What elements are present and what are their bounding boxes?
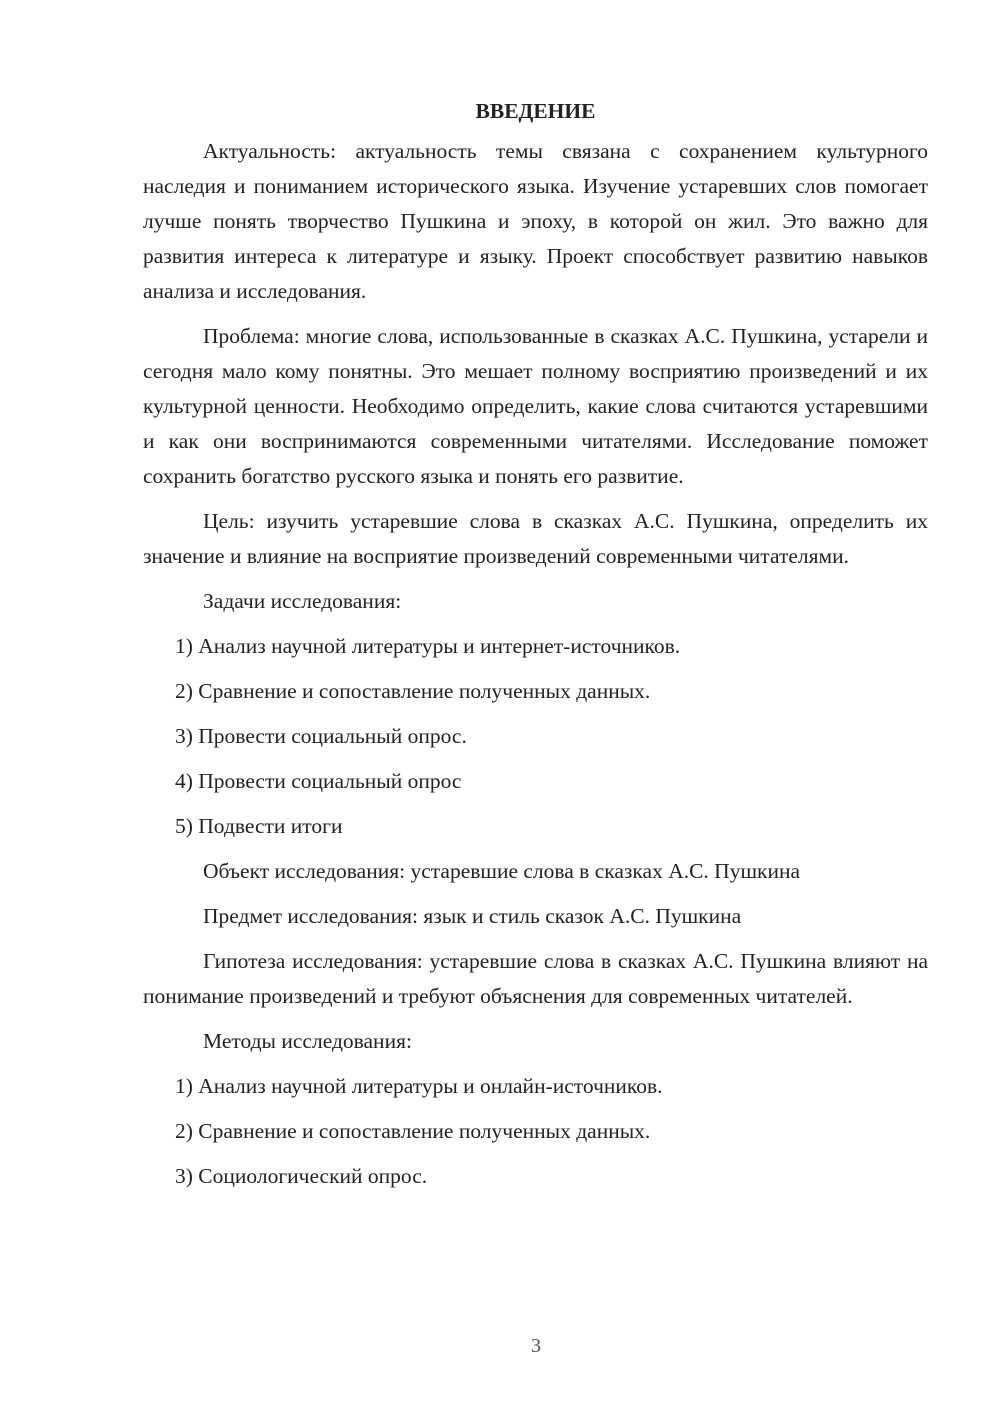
tasks-list [143,629,928,844]
subject-line: Предмет исследования: язык и стиль сказок А.С. Пушкина [203,904,742,928]
object-line: Объект исследования: устаревшие слова в сказках А.С. Пушкина [203,859,801,883]
list-item: 5) Подвести итоги [175,814,343,838]
goal-paragraph: Цель: изучить устаревшие слова в сказках А.С. Пушкина, определить их значение и влияние на восприятие произведений современными читателями. [143,509,928,568]
list-item: 3) Социологический опрос. [175,1164,428,1188]
list-item: 4) Провести социальный опрос [175,769,462,793]
methods-heading: Методы исследования: [203,1029,412,1053]
methods-list [143,1069,928,1194]
document-page [143,93,928,1204]
list-item: 3) Провести социальный опрос. [175,724,467,748]
relevance-paragraph: Актуальность: актуальность темы связана с сохранением культурного наследия и пониманием исторического языка. Изучение устаревших слов помогает лучше понять творчество Пушкина и эпоху, в которой он жил. Это важно для развития интереса к литературе и языку. Проект способствует развитию навыков анализа и исследования. [143,139,928,303]
list-item: 1) Анализ научной литературы и интернет-источников. [175,634,681,658]
problem-paragraph: Проблема: многие слова, использованные в сказках А.С. Пушкина, устарели и сегодня мало кому понятны. Это мешает полному восприятию произведений и их культурной ценности. Необходимо определить, какие слова считаются устаревшими и как они воспринимаются современными читателями. Исследование поможет сохранить богатство русского языка и понять его развитие. [143,324,928,488]
list-item: 2) Сравнение и сопоставление полученных данных. [175,1119,651,1143]
section-title: ВВЕДЕНИЕ [475,99,596,123]
tasks-heading: Задачи исследования: [203,589,402,613]
list-item: 2) Сравнение и сопоставление полученных данных. [175,679,651,703]
list-item: 1) Анализ научной литературы и онлайн-источников. [175,1074,663,1098]
page-number: 3 [531,1335,541,1357]
hypothesis-paragraph: Гипотеза исследования: устаревшие слова в сказках А.С. Пушкина влияют на понимание произведений и требуют объяснения для современных читателей. [143,949,928,1008]
